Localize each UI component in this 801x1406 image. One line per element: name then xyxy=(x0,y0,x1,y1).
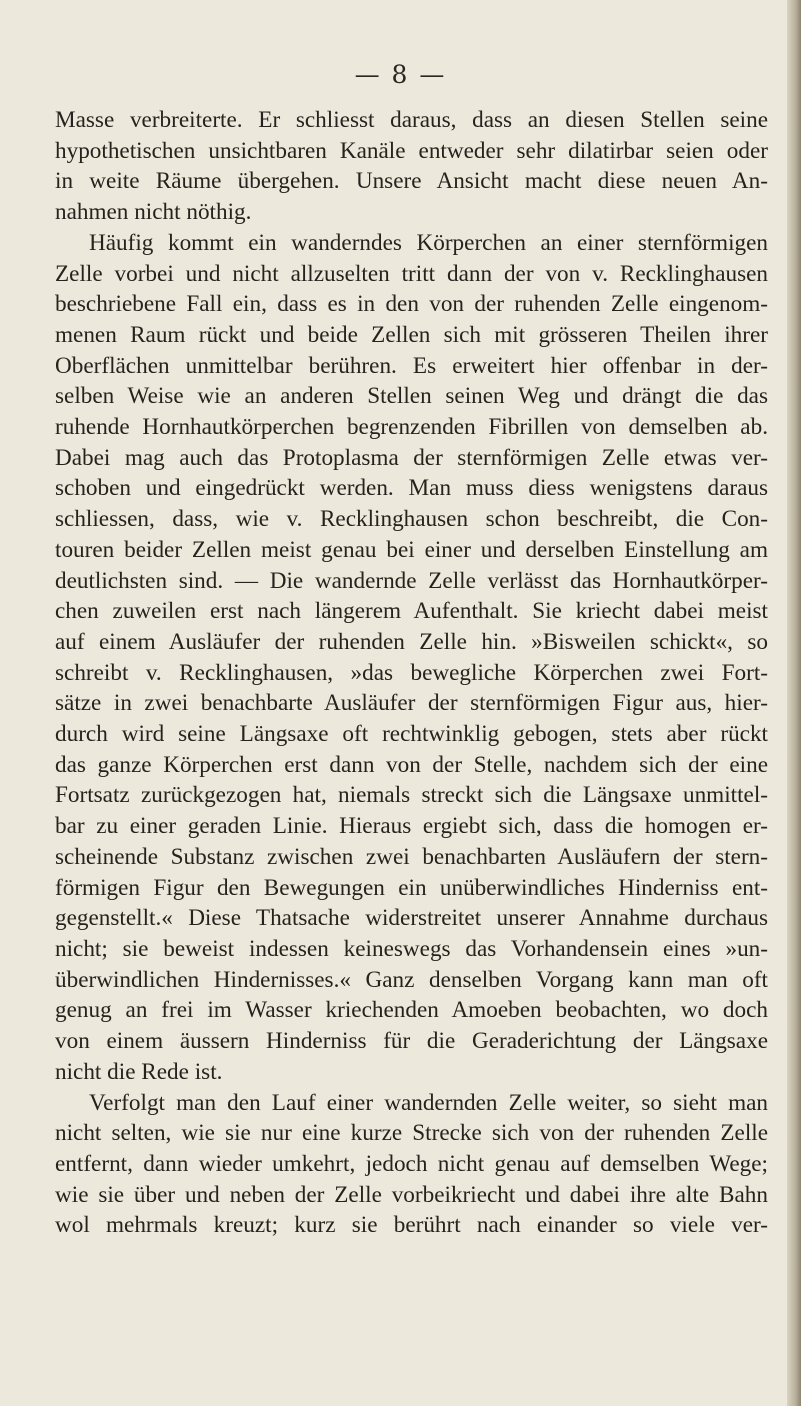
text-line: ruhende Hornhautkörperchen begrenzenden Fibrillen von demselben ab. xyxy=(55,414,768,441)
text-line: sätze in zwei benachbarte Ausläufer der sternförmigen Figur aus, hier- xyxy=(55,690,768,717)
text-line: Fortsatz zurückgezogen hat, niemals streckt sich die Längsaxe unmittel- xyxy=(55,782,768,809)
text-line: in weite Räume übergehen. Unsere Ansicht macht diese neuen An- xyxy=(55,168,768,195)
text-line: Masse verbreiterte. Er schliesst daraus, dass an diesen Stellen seine xyxy=(55,107,768,133)
text-line: gegenstellt.« Diese Thatsache widerstreitet unserer Annahme durchaus xyxy=(55,905,768,932)
text-line: schoben und eingedrückt werden. Man muss diess wenigstens daraus xyxy=(55,475,768,502)
text-line: selben Weise wie an anderen Stellen seinen Weg und drängt die das xyxy=(55,383,768,410)
page-edge xyxy=(787,0,801,1406)
text-line: bar zu einer geraden Linie. Hieraus ergiebt sich, dass die homogen er- xyxy=(55,813,768,840)
text-line: überwindlichen Hindernisses.« Ganz denselben Vorgang kann man oft xyxy=(55,966,768,993)
text-line: hypothetischen unsichtbaren Kanäle entweder sehr dilatirbar seien oder xyxy=(55,137,768,164)
text-line: nicht; sie beweist indessen keineswegs das Vorhandensein eines »un- xyxy=(55,935,768,962)
text-line: Zelle vorbei und nicht allzuselten tritt dann der von v. Recklinghausen xyxy=(55,260,768,287)
text-line: Häufig kommt ein wanderndes Körperchen an einer sternförmigen xyxy=(89,229,768,256)
text-line: wol mehrmals kreuzt; kurz sie berührt nach einander so viele ver- xyxy=(55,1212,768,1239)
text-line: von einem äussern Hinderniss für die Geraderichtung der Längsaxe xyxy=(55,1028,768,1055)
text-line: beschriebene Fall ein, dass es in den von der ruhenden Zelle eingenom- xyxy=(55,291,768,318)
page-number: — 8 — xyxy=(354,60,447,89)
text-line: entfernt, dann wieder umkehrt, jedoch nicht genau auf demselben Wege; xyxy=(55,1150,768,1177)
text-line: wie sie über und neben der Zelle vorbeikriecht und dabei ihre alte Bahn xyxy=(55,1181,768,1208)
text-line: schliessen, dass, wie v. Recklinghausen schon beschreibt, die Con- xyxy=(55,506,768,533)
text-line: Oberflächen unmittelbar berühren. Es erweitert hier offenbar in der- xyxy=(55,352,768,379)
text-line: das ganze Körperchen erst dann von der Stelle, nachdem sich der eine xyxy=(55,751,768,778)
text-line: genug an frei im Wasser kriechenden Amoeben beobachten, wo doch xyxy=(55,997,768,1024)
text-line: Dabei mag auch das Protoplasma der sternförmigen Zelle etwas ver- xyxy=(55,444,768,471)
text-line: menen Raum rückt und beide Zellen sich mit grösseren Theilen ihrer xyxy=(55,321,768,348)
text-line: nicht selten, wie sie nur eine kurze Strecke sich von der ruhenden Zelle xyxy=(55,1120,768,1147)
text-line: chen zuweilen erst nach längerem Aufenthalt. Sie kriecht dabei meist xyxy=(55,598,768,625)
text-line: durch wird seine Längsaxe oft rechtwinklig gebogen, stets aber rückt xyxy=(55,721,768,748)
body-text xyxy=(55,105,768,1241)
text-line: auf einem Ausläufer der ruhenden Zelle hin. »Bisweilen schickt«, so xyxy=(55,628,768,655)
text-line: touren beider Zellen meist genau bei einer und derselben Einstellung am xyxy=(55,536,768,563)
text-line: nicht die Rede ist. xyxy=(55,1058,223,1085)
text-line: förmigen Figur den Bewegungen ein unüberwindliches Hinderniss ent- xyxy=(55,874,768,901)
text-line: nahmen nicht nöthig. xyxy=(55,199,252,226)
text-line: schreibt v. Recklinghausen, »das bewegliche Körperchen zwei Fort- xyxy=(55,659,768,686)
text-line: deutlichsten sind. — Die wandernde Zelle verlässt das Hornhautkörper- xyxy=(55,567,768,594)
text-line: Verfolgt man den Lauf einer wandernden Zelle weiter, so sieht man xyxy=(89,1089,768,1116)
text-line: scheinende Substanz zwischen zwei benachbarten Ausläufern der stern- xyxy=(55,843,768,870)
